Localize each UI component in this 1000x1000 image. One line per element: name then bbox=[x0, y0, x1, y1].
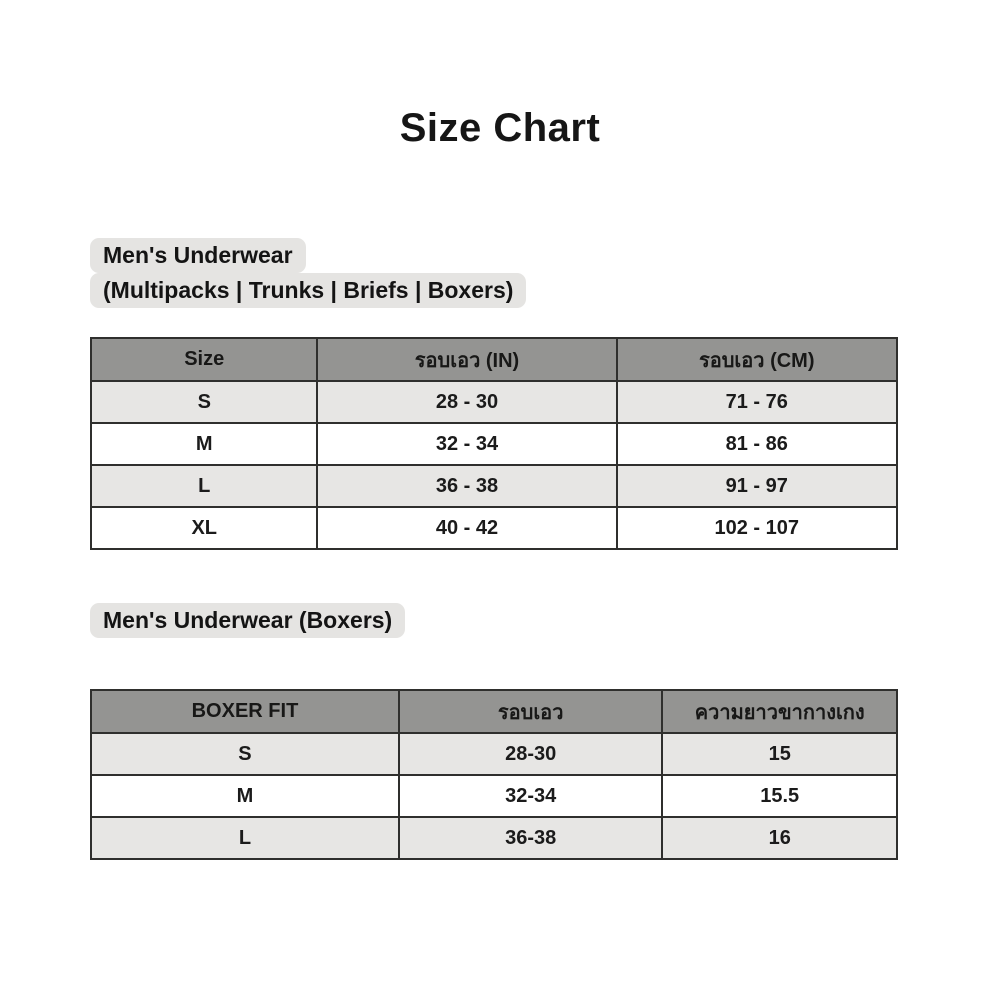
cell-waist-in: 36 - 38 bbox=[317, 465, 616, 507]
cell-leg-length: 16 bbox=[662, 817, 897, 859]
cell-leg-length: 15 bbox=[662, 733, 897, 775]
cell-waist-cm: 71 - 76 bbox=[617, 381, 898, 423]
cell-size: M bbox=[91, 423, 317, 465]
header-cell-waist-in: รอบเอว (IN) bbox=[317, 338, 616, 381]
cell-waist: 28-30 bbox=[399, 733, 663, 775]
cell-size: L bbox=[91, 465, 317, 507]
cell-waist-in: 32 - 34 bbox=[317, 423, 616, 465]
header-cell-waist: รอบเอว bbox=[399, 690, 663, 733]
size-table-boxers bbox=[90, 689, 898, 860]
cell-waist: 36-38 bbox=[399, 817, 663, 859]
cell-waist-in: 40 - 42 bbox=[317, 507, 616, 549]
header-cell-leg-length: ความยาวขากางเกง bbox=[662, 690, 897, 733]
section-label-boxers bbox=[90, 603, 405, 638]
cell-size: S bbox=[91, 381, 317, 423]
header-cell-boxer-fit: BOXER FIT bbox=[91, 690, 399, 733]
table-header-row bbox=[91, 690, 897, 733]
section-label-line-2: (Multipacks | Trunks | Briefs | Boxers) bbox=[90, 273, 526, 308]
page-title: Size Chart bbox=[399, 106, 601, 150]
table-row-m bbox=[91, 423, 897, 465]
table-row-l bbox=[91, 817, 897, 859]
size-table-underwear bbox=[90, 337, 898, 550]
table-header-row bbox=[91, 338, 897, 381]
table-row-m bbox=[91, 775, 897, 817]
table-row-s bbox=[91, 733, 897, 775]
section-label-line-1: Men's Underwear bbox=[90, 238, 306, 273]
cell-waist-in: 28 - 30 bbox=[317, 381, 616, 423]
table-row-xl bbox=[91, 507, 897, 549]
header-cell-waist-cm: รอบเอว (CM) bbox=[617, 338, 898, 381]
table-row-l bbox=[91, 465, 897, 507]
cell-waist-cm: 102 - 107 bbox=[617, 507, 898, 549]
cell-size: L bbox=[91, 817, 399, 859]
cell-size: S bbox=[91, 733, 399, 775]
cell-waist-cm: 81 - 86 bbox=[617, 423, 898, 465]
section-label-multipacks bbox=[90, 238, 526, 308]
cell-size: M bbox=[91, 775, 399, 817]
table-row-s bbox=[91, 381, 897, 423]
section-label-line-1: Men's Underwear (Boxers) bbox=[90, 603, 405, 638]
header-cell-size: Size bbox=[91, 338, 317, 381]
cell-waist-cm: 91 - 97 bbox=[617, 465, 898, 507]
cell-size: XL bbox=[91, 507, 317, 549]
cell-waist: 32-34 bbox=[399, 775, 663, 817]
cell-leg-length: 15.5 bbox=[662, 775, 897, 817]
